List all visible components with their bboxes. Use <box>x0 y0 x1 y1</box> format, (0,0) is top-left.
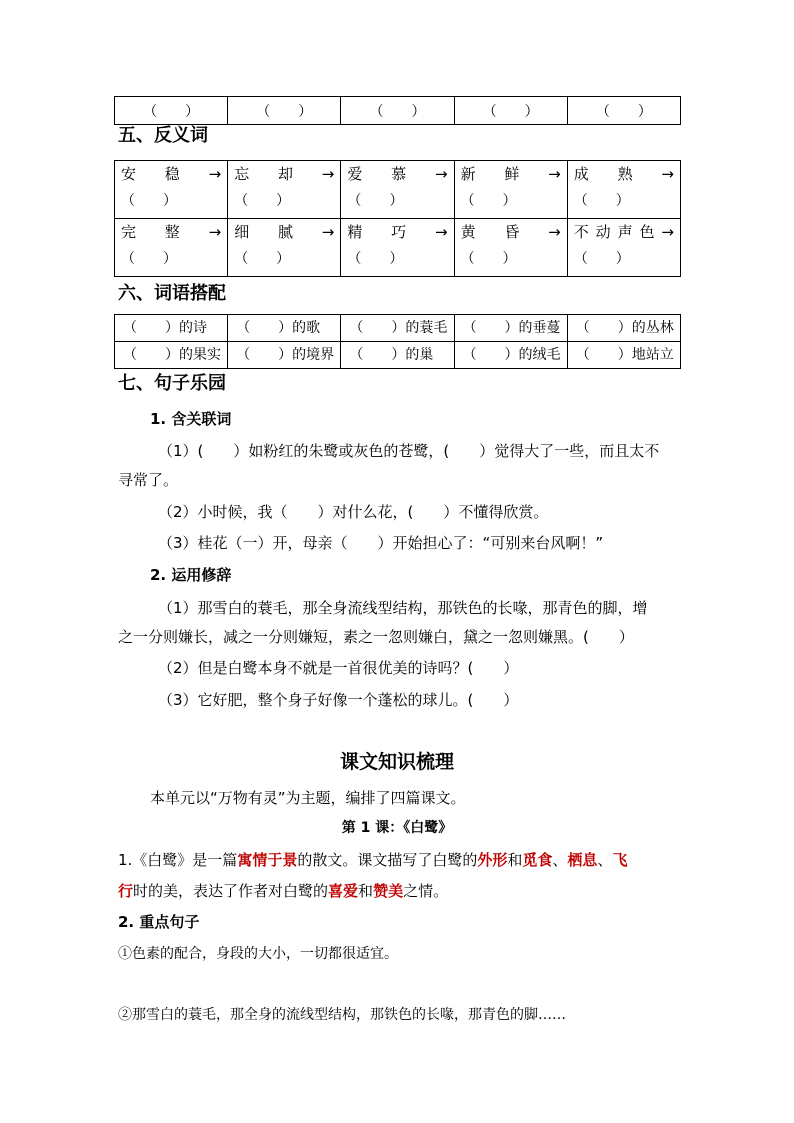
sentence-line: （3）它好肥，整个身子好像一个蓬松的球儿。( ） <box>158 691 519 709</box>
sentence-line: （2）但是白鹭本身不就是一首很优美的诗吗？( ） <box>158 659 519 677</box>
antonym-cell[interactable]: 安 稳 → （ ） <box>115 161 228 219</box>
antonym-cell[interactable]: 细 腻 → （ ） <box>228 219 341 277</box>
emphasis: 寓情于景 <box>237 851 298 869</box>
section-heading-sentences: 七、句子乐园 <box>118 373 226 394</box>
collocation-cell[interactable]: （ ）的蓑毛 <box>341 315 454 342</box>
antonym-table <box>114 160 681 277</box>
key-sentence: ②那雪白的蓑毛，那全身的流线型结构，那铁色的长喙，那青色的脚…… <box>118 1007 566 1023</box>
antonym-cell[interactable]: 不 动 声 色 → （ ） <box>567 219 680 277</box>
collocation-cell[interactable]: （ ）的果实 <box>115 342 228 369</box>
antonym-cell[interactable]: 新 鲜 → （ ） <box>454 161 567 219</box>
collocation-cell[interactable]: （ ）的歌 <box>228 315 341 342</box>
section-heading-collocation: 六、词语搭配 <box>118 283 226 304</box>
answer-cell[interactable]: （ ） <box>115 97 228 125</box>
emphasis: 行 <box>118 882 134 900</box>
collocation-cell[interactable]: （ ）的巢 <box>341 342 454 369</box>
sentence-line: 寻常了。 <box>118 471 179 489</box>
collocation-cell[interactable]: （ ）的绒毛 <box>454 342 567 369</box>
subheading-rhetoric: 2. 运用修辞 <box>150 566 232 584</box>
summary-line: 行时的美，表达了作者对白鹭的喜爱和赞美之情。 <box>118 882 449 900</box>
answer-cell[interactable]: （ ） <box>454 97 567 125</box>
antonym-cell[interactable]: 爱 慕 → （ ） <box>341 161 454 219</box>
collocation-table <box>114 314 681 369</box>
antonym-cell[interactable]: 完 整 → （ ） <box>115 219 228 277</box>
summary-line: 1.《白鹭》是一篇寓情于景的散文。课文描写了白鹭的外形和觅食、栖息、飞 <box>118 851 628 869</box>
collocation-cell[interactable]: （ ）地站立 <box>567 342 680 369</box>
collocation-cell[interactable]: （ ）的丛林 <box>567 315 680 342</box>
answer-cell[interactable]: （ ） <box>567 97 680 125</box>
lesson-title: 第 1 课：《白鹭》 <box>341 820 453 836</box>
emphasis: 觅食 <box>522 851 553 869</box>
intro-text: 本单元以“万物有灵”为主题，编排了四篇课文。 <box>150 789 466 807</box>
sentence-line: （3）桂花（一）开，母亲（ ）开始担心了：“可别来台风啊！” <box>158 534 604 552</box>
collocation-cell[interactable]: （ ）的垂蔓 <box>454 315 567 342</box>
answer-cell[interactable]: （ ） <box>228 97 341 125</box>
antonym-cell[interactable]: 成 熟 → （ ） <box>567 161 680 219</box>
sentence-line: （1）那雪白的蓑毛，那全身流线型结构，那铁色的长喙，那青色的脚，增 <box>158 599 648 617</box>
emphasis: 飞 <box>612 851 628 869</box>
key-sentence: ①色素的配合，身段的大小，一切都很适宜。 <box>118 946 398 962</box>
subheading-conjunctions: 1. 含关联词 <box>150 410 232 428</box>
section-heading-antonyms: 五、反义词 <box>118 125 208 146</box>
emphasis: 喜爱 <box>328 882 359 900</box>
page-title: 课文知识梳理 <box>339 751 454 773</box>
sentence-line: （1）( ）如粉红的朱鹭或灰色的苍鹭，( ）觉得大了一些，而且太不 <box>158 442 660 460</box>
emphasis: 外形 <box>477 851 508 869</box>
answer-cell[interactable]: （ ） <box>341 97 454 125</box>
top-answer-table <box>114 96 681 125</box>
emphasis: 栖息 <box>567 851 598 869</box>
sentence-line: 之一分则嫌长，减之一分则嫌短，素之一忽则嫌白，黛之一忽则嫌黑。( ） <box>118 628 634 646</box>
collocation-cell[interactable]: （ ）的境界 <box>228 342 341 369</box>
emphasis: 赞美 <box>373 882 404 900</box>
collocation-cell[interactable]: （ ）的诗 <box>115 315 228 342</box>
antonym-cell[interactable]: 忘 却 → （ ） <box>228 161 341 219</box>
sentence-line: （2）小时候，我（ ）对什么花，( ）不懂得欣赏。 <box>158 503 549 521</box>
antonym-cell[interactable]: 精 巧 → （ ） <box>341 219 454 277</box>
antonym-cell[interactable]: 黄 昏 → （ ） <box>454 219 567 277</box>
key-sentences-heading: 2. 重点句子 <box>118 913 200 931</box>
